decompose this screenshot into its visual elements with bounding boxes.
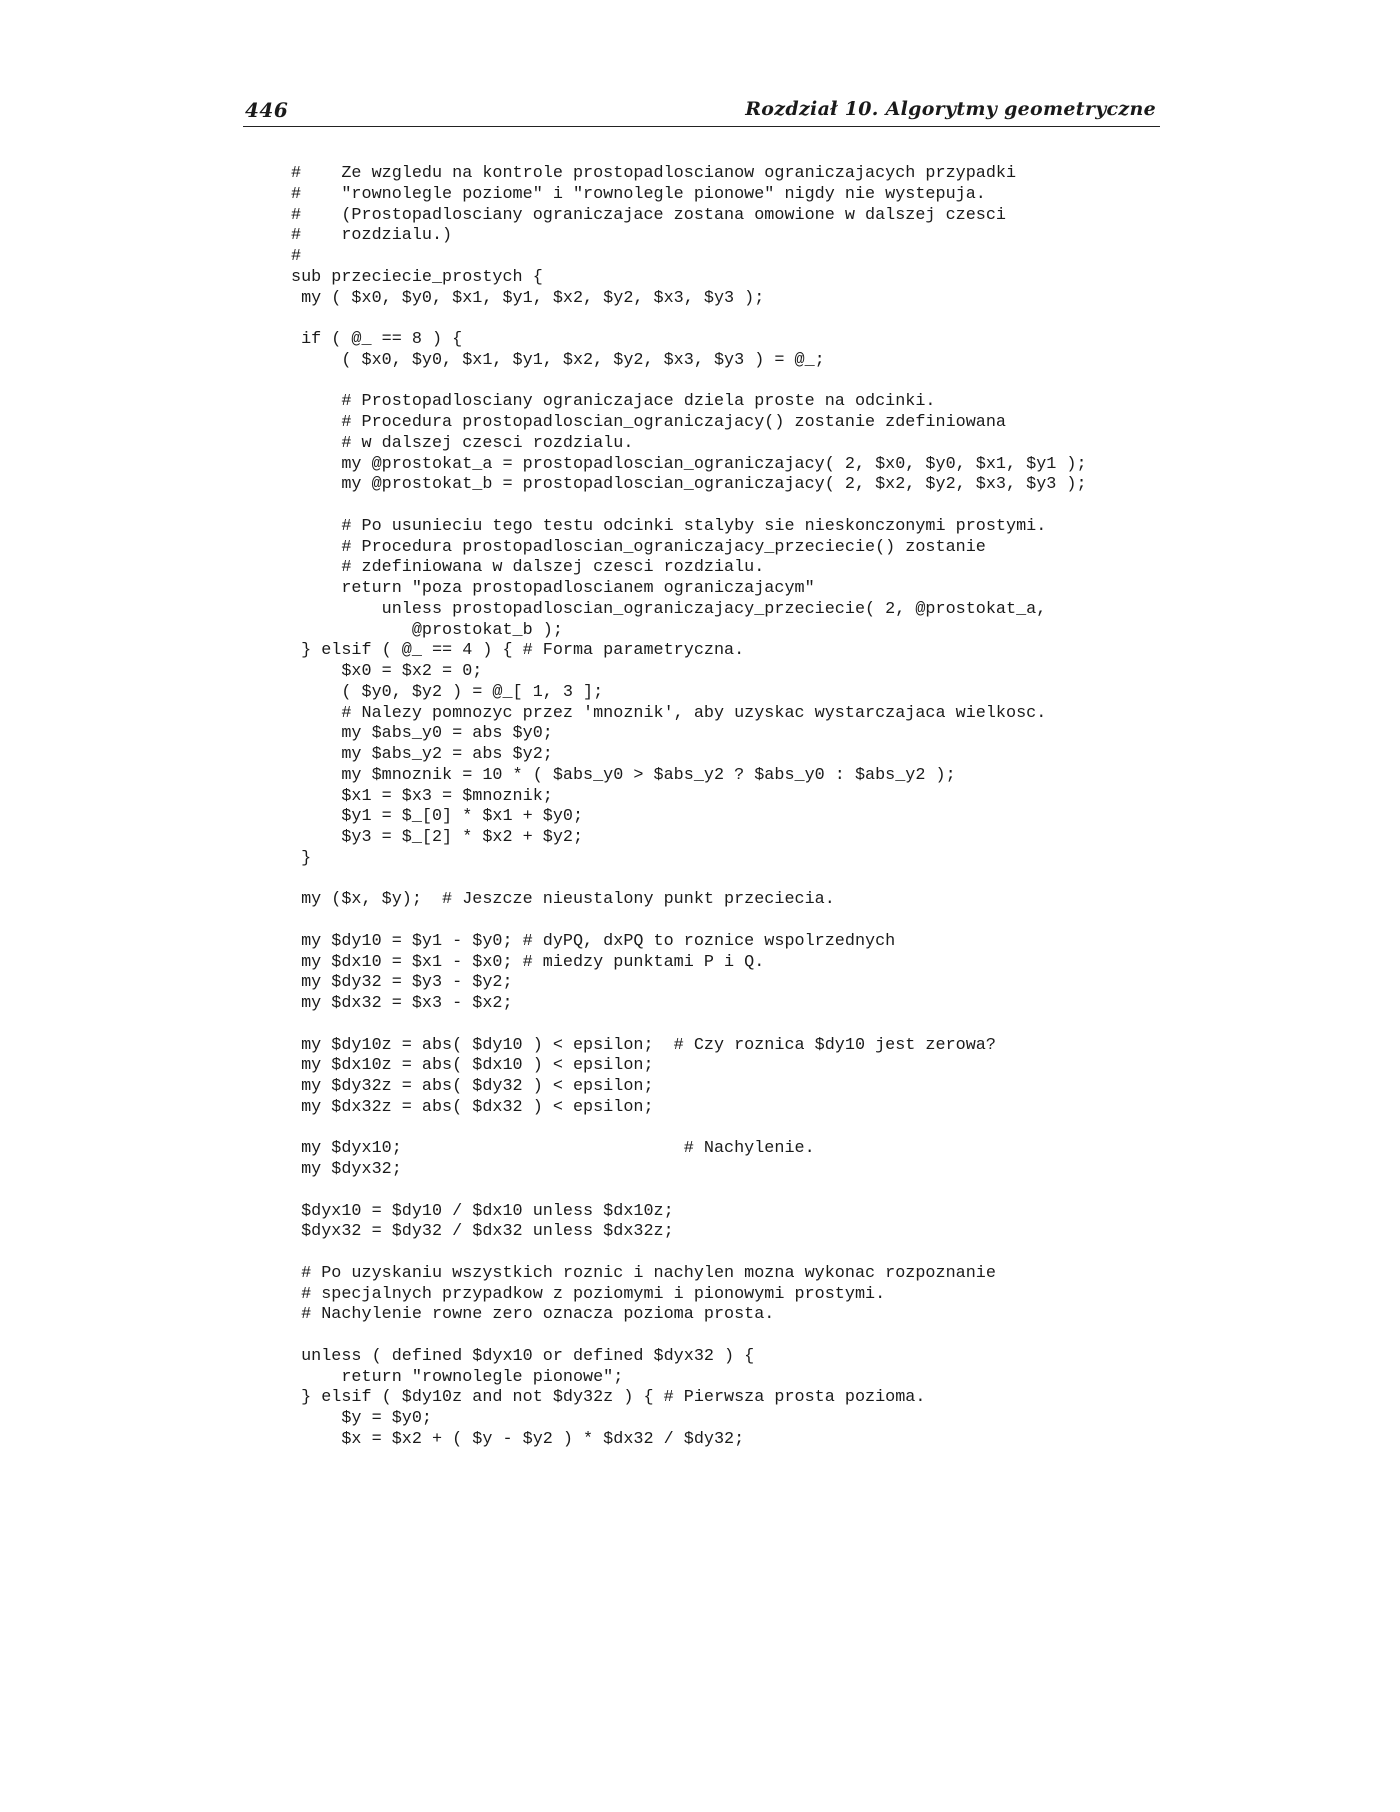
code-line: my $dy32 = $y3 - $y2; bbox=[291, 973, 513, 993]
code-line: # bbox=[291, 247, 302, 266]
code-line: # Procedura prostopadloscian_ograniczajacy_przeciecie() zostanie bbox=[291, 537, 986, 557]
code-line bbox=[291, 870, 1087, 891]
code-line: my @prostokat_a = prostopadloscian_ograniczajacy( 2, $x0, $y0, $x1, $y1 ); bbox=[291, 454, 1087, 474]
code-line bbox=[291, 1243, 1087, 1264]
code-line: $x1 = $x3 = $mnoznik; bbox=[291, 786, 553, 806]
code-line: $y = $y0; bbox=[291, 1409, 432, 1428]
code-line bbox=[291, 1119, 1087, 1140]
code-line: ( $x0, $y0, $x1, $y1, $x2, $y2, $x3, $y3 ) = @_; bbox=[291, 350, 825, 370]
code-line: sub przeciecie_prostych { bbox=[291, 267, 543, 287]
code-line: @prostokat_b ); bbox=[291, 620, 563, 640]
code-line: my $abs_y2 = abs $y2; bbox=[291, 745, 553, 764]
code-line: unless ( defined $dyx10 or defined $dyx32 ) { bbox=[291, 1346, 755, 1366]
code-line: my $dx32z = abs( $dx32 ) < epsilon; bbox=[291, 1097, 654, 1117]
code-line bbox=[291, 911, 1087, 932]
code-line: # specjalnych przypadkow z poziomymi i pionowymi prostymi. bbox=[291, 1284, 886, 1304]
code-line: my $abs_y0 = abs $y0; bbox=[291, 724, 553, 744]
code-line: my ($x, $y); # Jeszcze nieustalony punkt przeciecia. bbox=[291, 890, 835, 910]
code-line: my $dx10 = $x1 - $x0; # miedzy punktami P i Q. bbox=[291, 952, 765, 972]
code-line bbox=[291, 309, 1087, 330]
code-line: # Ze wzgledu na kontrole prostopadloscianow ograniczajacych przypadki bbox=[291, 164, 1017, 183]
code-line: $y3 = $_[2] * $x2 + $y2; bbox=[291, 828, 584, 847]
code-line bbox=[291, 1326, 1087, 1347]
code-line: my $dy10z = abs( $dy10 ) < epsilon; # Czy roznica $dy10 jest zerowa? bbox=[291, 1035, 996, 1055]
code-line: } elsif ( @_ == 4 ) { # Forma parametryczna. bbox=[291, 641, 745, 661]
code-line: my $dx32 = $x3 - $x2; bbox=[291, 994, 513, 1013]
code-line: my $dy32z = abs( $dy32 ) < epsilon; bbox=[291, 1077, 654, 1096]
code-line: my $dyx32; bbox=[291, 1160, 402, 1179]
running-header bbox=[243, 96, 1160, 127]
code-line bbox=[291, 372, 1087, 393]
code-line: return "poza prostopadloscianem ograniczajacym" bbox=[291, 579, 815, 598]
code-line: my $dx10z = abs( $dx10 ) < epsilon; bbox=[291, 1056, 654, 1076]
code-line: unless prostopadloscian_ograniczajacy_przeciecie( 2, @prostokat_a, bbox=[291, 599, 1047, 619]
code-line bbox=[291, 1181, 1087, 1202]
code-line: ( $y0, $y2 ) = @_[ 1, 3 ]; bbox=[291, 682, 604, 702]
code-line: # zdefiniowana w dalszej czesci rozdzialu. bbox=[291, 558, 765, 578]
code-line: my $dyx10; # Nachylenie. bbox=[291, 1139, 815, 1159]
chapter-title: Rozdział 10. Algorytmy geometryczne bbox=[745, 98, 1156, 120]
code-line: # Prostopadlosciany ograniczajace dziela proste na odcinki. bbox=[291, 392, 936, 412]
code-line: # rozdzialu.) bbox=[291, 226, 453, 246]
code-line: # Procedura prostopadloscian_ograniczajacy() zostanie zdefiniowana bbox=[291, 413, 1006, 432]
page-number: 446 bbox=[245, 98, 289, 122]
code-line: my ( $x0, $y0, $x1, $y1, $x2, $y2, $x3, $y3 ); bbox=[291, 288, 765, 308]
code-line: my @prostokat_b = prostopadloscian_ograniczajacy( 2, $x2, $y2, $x3, $y3 ); bbox=[291, 475, 1087, 495]
code-line: } bbox=[291, 848, 312, 868]
code-line: $dyx10 = $dy10 / $dx10 unless $dx10z; bbox=[291, 1201, 674, 1221]
code-line: # Nachylenie rowne zero oznacza pozioma prosta. bbox=[291, 1305, 775, 1325]
code-line: # Po usunieciu tego testu odcinki stalyby sie nieskonczonymi prostymi. bbox=[291, 516, 1047, 536]
code-line: $x0 = $x2 = 0; bbox=[291, 662, 483, 681]
code-line: $x = $x2 + ( $y - $y2 ) * $dx32 / $dy32; bbox=[291, 1429, 745, 1449]
code-line: if ( @_ == 8 ) { bbox=[291, 330, 463, 349]
code-line: # Po uzyskaniu wszystkich roznic i nachylen mozna wykonac rozpoznanie bbox=[291, 1263, 996, 1283]
code-line: # "rownolegle poziome" i "rownolegle pionowe" nigdy nie wystepuja. bbox=[291, 184, 986, 204]
code-listing bbox=[291, 164, 1087, 1451]
code-line: # w dalszej czesci rozdzialu. bbox=[291, 433, 634, 453]
code-line: my $dy10 = $y1 - $y0; # dyPQ, dxPQ to roznice wspolrzednych bbox=[291, 931, 896, 951]
code-line: return "rownolegle pionowe"; bbox=[291, 1367, 624, 1387]
code-line bbox=[291, 496, 1087, 517]
code-line: $dyx32 = $dy32 / $dx32 unless $dx32z; bbox=[291, 1222, 674, 1242]
code-line: $y1 = $_[0] * $x1 + $y0; bbox=[291, 807, 584, 827]
code-line: # Nalezy pomnozyc przez 'mnoznik', aby uzyskac wystarczajaca wielkosc. bbox=[291, 703, 1047, 723]
code-line: # (Prostopadlosciany ograniczajace zostana omowione w dalszej czesci bbox=[291, 205, 1006, 225]
code-line: my $mnoznik = 10 * ( $abs_y0 > $abs_y2 ? $abs_y0 : $abs_y2 ); bbox=[291, 765, 956, 785]
code-line bbox=[291, 1015, 1087, 1036]
code-line: } elsif ( $dy10z and not $dy32z ) { # Pierwsza prosta pozioma. bbox=[291, 1388, 926, 1408]
